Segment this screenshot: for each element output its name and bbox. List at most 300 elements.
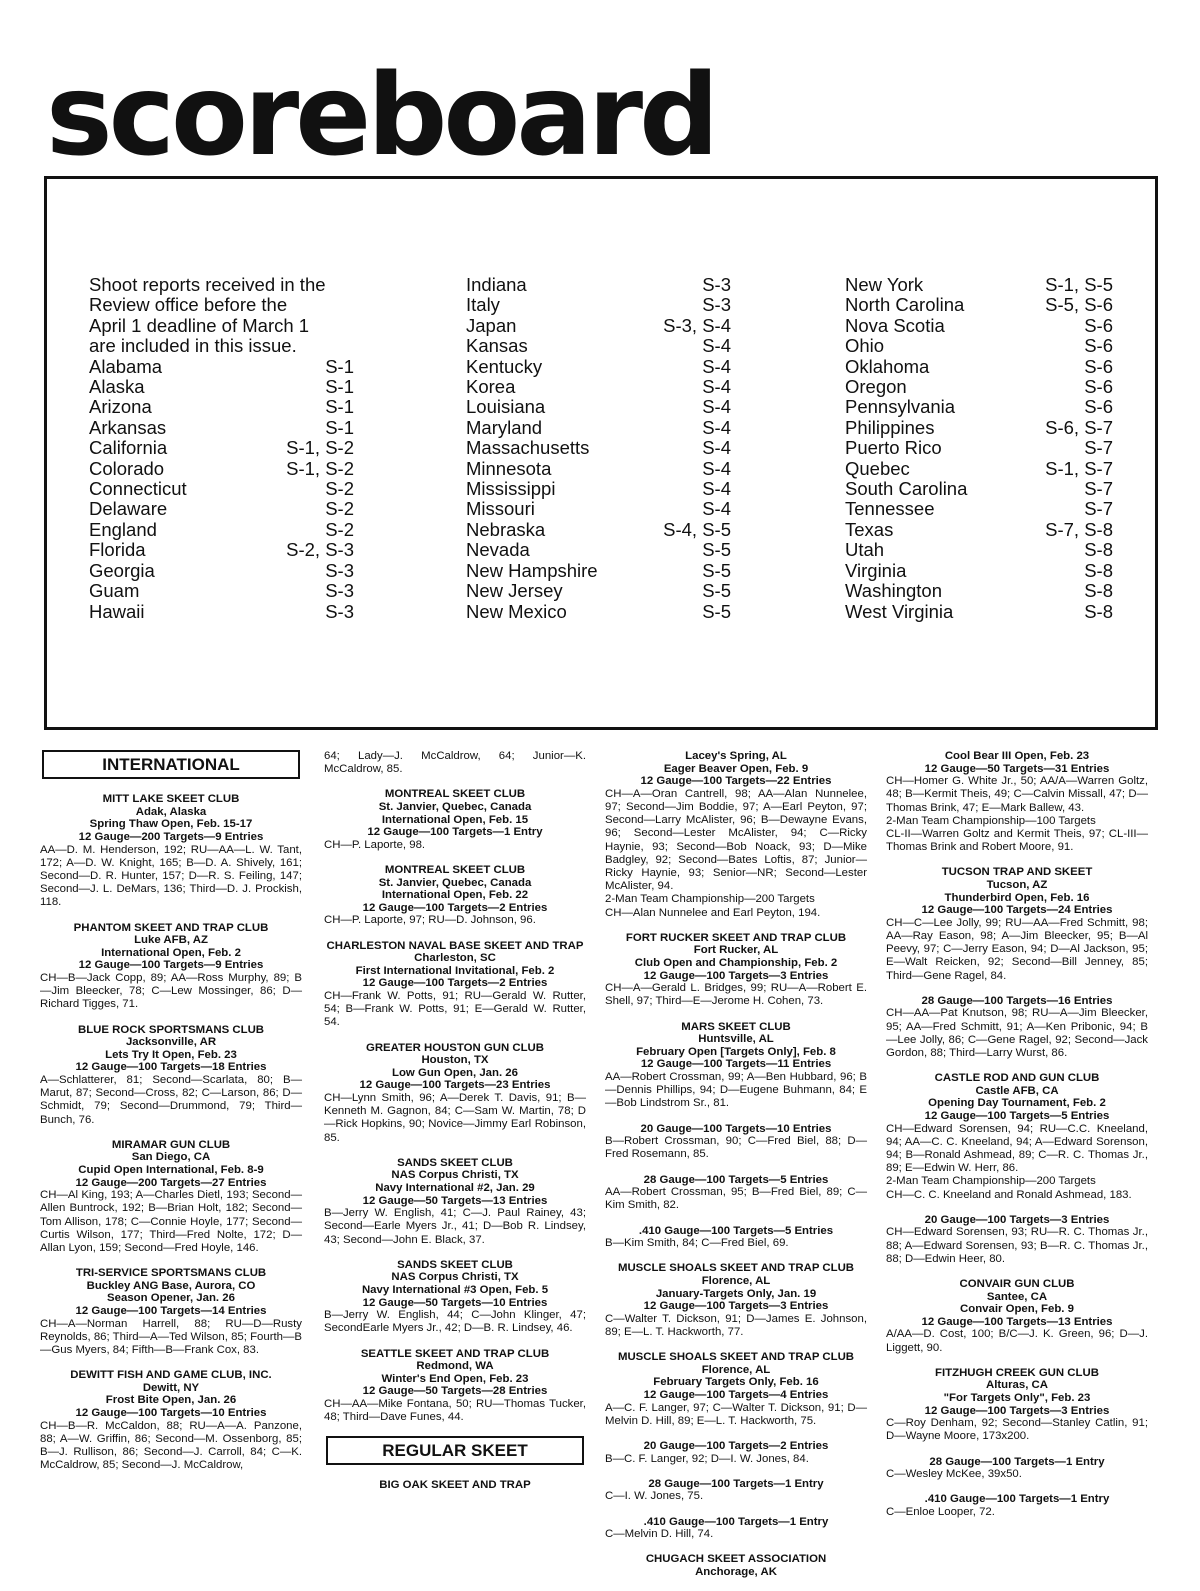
shoot-heading-line: MITT LAKE SKEET CLUB: [102, 793, 240, 806]
index-row: [89, 602, 354, 622]
shoot-report: [324, 750, 586, 776]
shoot-heading-line: .410 Gauge—100 Targets—1 Entry: [924, 1493, 1110, 1506]
index-state: California: [89, 437, 168, 459]
index-state: Alabama: [89, 355, 163, 377]
shoot-results: CH—Edward Sorensen, 93; RU—R. C. Thomas Jr., 88; A—Edward Sorensen, 93; B—R. C. Thomas Jr., 88; D—Edwin Heer, 80.: [886, 1226, 1148, 1265]
index-state: Pennsylvania: [845, 396, 956, 418]
shoot-heading-line: 12 Gauge—50 Targets—10 Entries: [362, 1296, 548, 1309]
index-state: Philippines: [845, 416, 935, 438]
shoot-results: 2-Man Team Championship—100 Targets: [886, 814, 1096, 827]
shoot-heading-line: .410 Gauge—100 Targets—1 Entry: [643, 1515, 829, 1528]
index-pages: S-3: [325, 600, 354, 622]
index-row: [845, 602, 1113, 622]
index-row: [845, 479, 1113, 499]
index-column-1: [89, 275, 354, 622]
index-pages: S-1, S-2: [286, 457, 354, 479]
shoot-heading-line: CHARLESTON NAVAL BASE SKEET AND TRAP: [326, 939, 584, 952]
shoot-heading-line: 12 Gauge—100 Targets—3 Entries: [643, 1300, 829, 1313]
shoot-results: B—Jerry W. English, 44; C—John Klinger, 47; SecondEarle Myers Jr., 42; D—B. R. Lindsey, 46.: [324, 1309, 586, 1335]
shoot-heading-line: Castle AFB, CA: [975, 1084, 1059, 1097]
index-state: Alaska: [89, 376, 145, 398]
shoot-report: [886, 1367, 1148, 1444]
shoot-heading-line: Frost Bite Open, Jan. 26: [105, 1394, 237, 1407]
shoot-heading-line: 20 Gauge—100 Targets—2 Entries: [643, 1439, 829, 1452]
shoot-heading-line: February Open [Targets Only], Feb. 8: [636, 1045, 836, 1058]
index-state: Korea: [466, 376, 516, 398]
index-pages: S-6: [1084, 396, 1113, 418]
shoot-heading-line: 12 Gauge—100 Targets—14 Entries: [75, 1304, 267, 1317]
index-pages: S-6: [1084, 376, 1113, 398]
shoot-results: C—I. W. Jones, 75.: [605, 1490, 704, 1503]
index-state: Italy: [466, 294, 500, 316]
index-state: Kentucky: [466, 355, 543, 377]
shoot-heading-line: January-Targets Only, Jan. 19: [655, 1287, 817, 1300]
index-state: Florida: [89, 539, 146, 561]
shoot-report: [605, 1174, 867, 1213]
index-state: Washington: [845, 580, 943, 602]
index-pages: S-4: [702, 416, 731, 438]
shoot-heading-line: San Diego, CA: [131, 1151, 211, 1164]
shoot-report: [605, 1225, 867, 1251]
shoot-heading-line: 12 Gauge—100 Targets—11 Entries: [640, 1058, 832, 1071]
index-pages: S-5: [702, 580, 731, 602]
index-row: [845, 581, 1113, 601]
index-pages: S-4, S-5: [663, 518, 731, 540]
index-state: Tennessee: [845, 498, 935, 520]
index-row: [845, 316, 1113, 336]
shoot-heading-line: TRI-SERVICE SPORTSMANS CLUB: [75, 1267, 267, 1280]
index-pages: S-1: [325, 376, 354, 398]
shoot-results: B—Robert Crossman, 90; C—Fred Biel, 88; D—Fred Rosemann, 85.: [605, 1135, 867, 1161]
shoot-heading-line: Alturas, CA: [985, 1379, 1049, 1392]
shoot-heading-line: MUSCLE SHOALS SKEET AND TRAP CLUB: [617, 1351, 855, 1364]
shoot-results: CH—B—R. McCaldon, 88; RU—A—A. Panzone, 88; A—W. Griffin, 86; Second—M. Ossenborg, 85; B—J. Rullison, 86; Second—J. Carroll, 84; C—K. McCaldrow, 85; Second—J. McCaldrow,: [40, 1419, 302, 1472]
index-pages: S-6: [1084, 314, 1113, 336]
shoot-report: [605, 1262, 867, 1339]
index-row: [845, 499, 1113, 519]
shoot-heading-line: MONTREAL SKEET CLUB: [384, 788, 526, 801]
shoot-heading-line: Eager Beaver Open, Feb. 9: [663, 762, 809, 775]
shoot-results: B—Kim Smith, 84; C—Fred Biel, 69.: [605, 1237, 789, 1250]
shoot-heading-line: Spring Thaw Open, Feb. 15-17: [89, 818, 253, 831]
index-state: Hawaii: [89, 600, 145, 622]
index-row: [89, 438, 354, 458]
shoot-results: CH—A—Oran Cantrell, 98; AA—Alan Nunnelee, 97; Second—Jim Boddie, 97; A—Earl Peyton, 97; Second—Larry McAlister, 96; B—Dewayne Evans, 96; Second—Lester McAlister, 94; C—Ricky Haynie, 93; Second—Bob Noack, 93; D—Mike Badgley, 92; Second—Bates Loftis, 87; Junior—Ricky Haynie, 93; Senior—NR; Second—Lester McAlister, 94.: [605, 787, 867, 893]
page-title: scoreboard: [46, 51, 716, 181]
shoot-heading-line: Redmond, WA: [416, 1360, 494, 1373]
shoot-report: [886, 750, 1148, 854]
index-state: Guam: [89, 580, 140, 602]
index-pages: S-2, S-3: [286, 539, 354, 561]
results-column-3: [605, 750, 867, 1591]
shoot-heading-line: 20 Gauge—100 Targets—3 Entries: [924, 1213, 1110, 1226]
shoot-heading-line: Lacey's Spring, AL: [685, 750, 787, 762]
shoot-heading-line: St. Janvier, Quebec, Canada: [378, 801, 532, 813]
shoot-heading-line: 12 Gauge—50 Targets—31 Entries: [924, 762, 1110, 775]
index-pages: S-6: [1084, 335, 1113, 357]
index-row: [89, 561, 354, 581]
shoot-report: [886, 1278, 1148, 1355]
shoot-heading-line: Florence, AL: [701, 1363, 771, 1376]
index-state: Colorado: [89, 457, 165, 479]
index-row: [845, 397, 1113, 417]
index-intro: Shoot reports received in the Review office before the April 1 deadline of March 1 are included in this issue.: [89, 274, 326, 357]
shoot-heading-line: February Targets Only, Feb. 16: [653, 1376, 819, 1389]
index-pages: S-8: [1084, 580, 1113, 602]
index-pages: S-3: [325, 580, 354, 602]
shoot-heading-line: Winter's End Open, Feb. 23: [381, 1372, 529, 1385]
shoot-results: C—Roy Denham, 92; Second—Stanley Catlin, 91; D—Wayne Moore, 173x200.: [886, 1417, 1148, 1443]
section-header: INTERNATIONAL: [42, 750, 300, 779]
shoot-heading-line: 12 Gauge—200 Targets—27 Entries: [75, 1176, 267, 1189]
index-row: [466, 418, 731, 438]
shoot-results: CH—B—Jack Copp, 89; AA—Ross Murphy, 89; B—Jim Bleecker, 78; C—Lew Mossinger, 86; D—Richard Tigges, 71.: [40, 971, 302, 1011]
index-row: [845, 295, 1113, 315]
index-pages: S-6: [1084, 355, 1113, 377]
index-row: [466, 520, 731, 540]
shoot-heading-line: Season Opener, Jan. 26: [107, 1292, 235, 1305]
shoot-report: [324, 1259, 586, 1336]
shoot-heading-line: Navy International #3 Open, Feb. 5: [361, 1283, 549, 1296]
shoot-report: [886, 1493, 1148, 1519]
index-row: [845, 520, 1113, 540]
shoot-report: [40, 1024, 302, 1127]
shoot-heading-line: Buckley ANG Base, Aurora, CO: [86, 1279, 256, 1292]
shoot-heading-line: International Open, Feb. 15: [381, 813, 529, 826]
shoot-heading-line: 12 Gauge—100 Targets—24 Entries: [921, 904, 1113, 917]
shoot-report: [605, 1516, 867, 1542]
index-pages: S-5: [702, 559, 731, 581]
shoot-heading-line: Cupid Open International, Feb. 8-9: [78, 1163, 264, 1176]
results-column-1: [40, 750, 302, 1484]
shoot-heading-line: 12 Gauge—100 Targets—18 Entries: [75, 1061, 267, 1074]
shoot-results: CH—Al King, 193; A—Charles Dietl, 193; Second—Allen Buntrock, 192; B—Brian Holt, 182; Second—Tom Allison, 178; C—Connie Hoyle, 177; Second—Curtis Wilson, 177; Third—Fred Nolte, 172; D—Allan Lyon, 159; Second—Fred Hoyle, 146.: [40, 1189, 302, 1254]
shoot-heading-line: 12 Gauge—100 Targets—4 Entries: [643, 1388, 829, 1401]
shoot-heading-line: Lets Try It Open, Feb. 23: [105, 1048, 237, 1061]
index-pages: S-8: [1084, 539, 1113, 561]
index-row: [466, 357, 731, 377]
shoot-report: [324, 1479, 586, 1492]
index-pages: S-4: [702, 478, 731, 500]
shoot-heading-line: GREATER HOUSTON GUN CLUB: [365, 1041, 545, 1054]
shoot-heading-line: BLUE ROCK SPORTSMANS CLUB: [77, 1023, 265, 1036]
index-state: South Carolina: [845, 478, 968, 500]
index-state: Ohio: [845, 335, 885, 357]
shoot-heading-line: 28 Gauge—100 Targets—1 Entry: [929, 1455, 1105, 1468]
index-pages: S-2: [325, 478, 354, 500]
index-state: Quebec: [845, 457, 910, 479]
shoot-heading-line: St. Janvier, Quebec, Canada: [378, 876, 532, 889]
index-pages: S-1: [325, 355, 354, 377]
shoot-heading-line: FORT RUCKER SKEET AND TRAP CLUB: [625, 931, 847, 944]
shoot-report: [886, 1214, 1148, 1266]
shoot-report: [40, 922, 302, 1012]
index-pages: S-4: [702, 335, 731, 357]
index-row: [466, 275, 731, 295]
index-pages: S-4: [702, 355, 731, 377]
shoot-heading-line: "For Targets Only", Feb. 23: [943, 1391, 1091, 1404]
shoot-results: 2-Man Team Championship—200 Targets: [886, 1175, 1096, 1188]
shoot-heading-line: 12 Gauge—100 Targets—5 Entries: [924, 1109, 1110, 1122]
index-state: New York: [845, 274, 924, 295]
index-pages: S-4: [702, 376, 731, 398]
index-pages: S-4: [702, 457, 731, 479]
shoot-heading-line: MARS SKEET CLUB: [681, 1020, 791, 1033]
shoot-results: CH—C. C. Kneeland and Ronald Ashmead, 183.: [886, 1188, 1132, 1201]
shoot-heading-line: 12 Gauge—100 Targets—2 Entries: [362, 977, 548, 990]
index-state: Oregon: [845, 376, 907, 398]
shoot-heading-line: FITZHUGH CREEK GUN CLUB: [935, 1366, 1099, 1379]
shoot-heading-line: 12 Gauge—100 Targets—10 Entries: [75, 1406, 267, 1419]
index-pages: S-8: [1084, 559, 1113, 581]
shoot-report: [605, 1123, 867, 1162]
shoot-heading-line: Fort Rucker, AL: [693, 944, 779, 957]
shoot-report: [324, 1157, 586, 1247]
index-row: [89, 418, 354, 438]
index-state: Nevada: [466, 539, 530, 561]
index-state: Delaware: [89, 498, 168, 520]
index-row: [466, 397, 731, 417]
shoot-report: [886, 866, 1148, 982]
index-row: [89, 357, 354, 377]
shoot-heading-line: Huntsville, AL: [698, 1033, 774, 1046]
shoot-report: [886, 1456, 1148, 1482]
index-row: [89, 499, 354, 519]
index-pages: S-4: [702, 498, 731, 520]
index-column-3: [845, 275, 1113, 622]
index-row: [845, 357, 1113, 377]
shoot-heading-line: TUCSON TRAP AND SKEET: [941, 866, 1093, 879]
index-pages: S-6, S-7: [1045, 416, 1113, 438]
shoot-heading-line: Charleston, SC: [414, 952, 496, 965]
index-pages: S-1, S-2: [286, 437, 354, 459]
index-row: [466, 602, 731, 622]
shoot-heading-line: 28 Gauge—100 Targets—16 Entries: [921, 994, 1113, 1007]
index-row: [89, 479, 354, 499]
shoot-heading-line: PHANTOM SKEET AND TRAP CLUB: [73, 921, 269, 934]
shoot-heading-line: 28 Gauge—100 Targets—5 Entries: [643, 1173, 829, 1186]
index-pages: S-1, S-5: [1045, 274, 1113, 295]
shoot-heading-line: CASTLE ROD AND GUN CLUB: [934, 1072, 1100, 1085]
shoot-heading-line: MIRAMAR GUN CLUB: [111, 1138, 231, 1151]
index-row: [845, 438, 1113, 458]
index-state: Virginia: [845, 559, 907, 581]
index-state: New Hampshire: [466, 559, 598, 581]
index-pages: S-1: [325, 416, 354, 438]
shoot-heading-line: International Open, Feb. 2: [101, 946, 241, 959]
shoot-heading-line: Santee, CA: [986, 1290, 1048, 1303]
index-row: [89, 377, 354, 397]
shoot-results: CH—C—Lee Jolly, 99; RU—AA—Fred Schmitt, 98; AA—Ray Eason, 98; A—Jim Bleecker, 95; B—Al Peevy, 97; C—Jerry Eason, 94; D—Al Jackson, 95; E—Walt Reicken, 92; Second—Bill Jenney, 85; Third—Gene Ragel, 84.: [886, 916, 1148, 982]
index-state: North Carolina: [845, 294, 965, 316]
shoot-heading-line: 12 Gauge—200 Targets—9 Entries: [78, 830, 264, 843]
shoot-results: C—Walter T. Dickson, 91; D—James E. Johnson, 89; E—L. T. Hackworth, 77.: [605, 1312, 867, 1338]
index-pages: S-3: [325, 559, 354, 581]
shoot-heading-line: Club Open and Championship, Feb. 2: [634, 957, 838, 969]
index-row: [845, 540, 1113, 560]
shoot-results: CH—A—Gerald L. Bridges, 99; RU—A—Robert E. Shell, 97; Third—E—Jerome H. Cohen, 73.: [605, 982, 867, 1008]
index-row: [845, 561, 1113, 581]
index-row: [466, 459, 731, 479]
shoot-heading-line: Convair Open, Feb. 9: [960, 1303, 1074, 1316]
index-state: Utah: [845, 539, 885, 561]
shoot-report: [40, 1267, 302, 1357]
index-row: [466, 295, 731, 315]
shoot-report: [324, 1348, 586, 1425]
shoot-heading-line: MUSCLE SHOALS SKEET AND TRAP CLUB: [617, 1262, 855, 1275]
shoot-heading-line: 12 Gauge—100 Targets—22 Entries: [640, 775, 832, 788]
shoot-heading-line: Tucson, AZ: [986, 879, 1048, 891]
shoot-results: CH—P. Laporte, 98.: [324, 838, 426, 851]
shoot-heading-line: DEWITT FISH AND GAME CLUB, INC.: [70, 1369, 272, 1382]
shoot-heading-line: NAS Corpus Christi, TX: [391, 1271, 519, 1284]
index-state: Nova Scotia: [845, 314, 945, 336]
shoot-heading-line: 12 Gauge—100 Targets—13 Entries: [921, 1315, 1113, 1328]
shoot-results: B—Jerry W. English, 41; C—J. Paul Rainey, 43; Second—Earle Myers Jr., 41; D—Bob R. Lindsey, 43; Second—John E. Black, 37.: [324, 1207, 586, 1246]
shoot-heading-line: 20 Gauge—100 Targets—10 Entries: [640, 1122, 832, 1135]
results-column-4: [886, 750, 1148, 1531]
shoot-heading-line: SANDS SKEET CLUB: [397, 1156, 513, 1169]
shoot-heading-line: Dewitt, NY: [142, 1381, 200, 1394]
index-pages: S-7, S-8: [1045, 518, 1113, 540]
index-state: New Mexico: [466, 600, 567, 622]
index-state: Louisiana: [466, 396, 546, 418]
index-pages: S-7: [1084, 437, 1113, 459]
index-state: Maryland: [466, 416, 543, 438]
shoot-report: [324, 788, 586, 852]
index-row: [466, 561, 731, 581]
shoot-heading-line: .410 Gauge—100 Targets—5 Entries: [638, 1224, 834, 1237]
shoot-results: CH—Homer G. White Jr., 50; AA/A—Warren Goltz, 48; B—Kermit Theis, 49; C—Calvin Missall, 47; D—Thomas Brink, 47; E—Mark Ballew, 43.: [886, 775, 1148, 814]
index-state: Kansas: [466, 335, 528, 357]
shoot-results: A/AA—D. Cost, 100; B/C—J. K. Green, 96; D—J. Liggett, 90.: [886, 1328, 1148, 1354]
index-pages: S-1, S-7: [1045, 457, 1113, 479]
index-state: Nebraska: [466, 518, 546, 540]
shoot-report: [605, 932, 867, 1009]
shoot-report: [605, 1021, 867, 1111]
shoot-heading-line: Florence, AL: [701, 1274, 771, 1287]
shoot-report: [605, 1478, 867, 1504]
index-row: [466, 316, 731, 336]
index-pages: S-8: [1084, 600, 1113, 622]
index-state: Puerto Rico: [845, 437, 942, 459]
shoot-heading-line: 12 Gauge—100 Targets—9 Entries: [78, 959, 264, 972]
shoot-heading-line: MONTREAL SKEET CLUB: [384, 863, 526, 876]
shoot-heading-line: 12 Gauge—100 Targets—2 Entries: [362, 901, 548, 914]
index-pages: S-5: [702, 539, 731, 561]
index-pages: S-4: [702, 437, 731, 459]
index-pages: S-7: [1084, 498, 1113, 520]
shoot-report: [40, 1369, 302, 1472]
shoot-heading-line: Jacksonville, AR: [125, 1036, 217, 1049]
shoot-results: CH—Alan Nunnelee and Earl Peyton, 194.: [605, 906, 821, 919]
index-state: Minnesota: [466, 457, 552, 479]
index-state: Connecticut: [89, 478, 187, 500]
index-state: England: [89, 518, 157, 540]
index-row: [845, 275, 1113, 295]
shoot-heading-line: Luke AFB, AZ: [134, 934, 208, 947]
shoot-heading-line: Navy International #2, Jan. 29: [375, 1181, 535, 1194]
index-pages: S-2: [325, 518, 354, 540]
index-state: Missouri: [466, 498, 535, 520]
shoot-heading-line: 12 Gauge—50 Targets—13 Entries: [362, 1194, 548, 1207]
shoot-results: C—Wesley McKee, 39x50.: [886, 1468, 1022, 1481]
shoot-heading-line: Thunderbird Open, Feb. 16: [944, 891, 1090, 904]
index-state: Oklahoma: [845, 355, 930, 377]
shoot-heading-line: 28 Gauge—100 Targets—1 Entry: [648, 1477, 824, 1490]
index-pages: S-2: [325, 498, 354, 520]
shoot-heading-line: NAS Corpus Christi, TX: [391, 1169, 519, 1182]
shoot-results: AA—Robert Crossman, 95; B—Fred Biel, 89; C—Kim Smith, 82.: [605, 1186, 867, 1212]
shoot-results: A—C. F. Langer, 97; C—Walter T. Dickson, 91; D—Melvin D. Hill, 89; E—L. T. Hackworth, 75.: [605, 1401, 867, 1427]
index-pages: S-1: [325, 396, 354, 418]
index-row: [466, 499, 731, 519]
index-state: Indiana: [466, 274, 527, 295]
index-row: [466, 377, 731, 397]
index-state: Massachusetts: [466, 437, 590, 459]
shoot-heading-line: 12 Gauge—100 Targets—3 Entries: [924, 1404, 1110, 1417]
shoot-heading-line: SEATTLE SKEET AND TRAP CLUB: [360, 1347, 550, 1360]
shoot-heading-line: 12 Gauge—50 Targets—28 Entries: [362, 1385, 548, 1398]
index-pages: S-3: [702, 294, 731, 316]
index-state: Japan: [466, 314, 517, 336]
shoot-results: CH—P. Laporte, 97; RU—D. Johnson, 96.: [324, 914, 536, 927]
index-pages: S-5, S-6: [1045, 294, 1113, 316]
index-state: Arkansas: [89, 416, 167, 438]
shoot-report: [324, 864, 586, 928]
shoot-heading-line: 12 Gauge—100 Targets—23 Entries: [359, 1079, 551, 1092]
shoot-report: [605, 1351, 867, 1428]
shoot-heading-line: BIG OAK SKEET AND TRAP: [379, 1479, 531, 1492]
shoot-heading-line: International Open, Feb. 22: [381, 889, 529, 902]
index-row: [845, 336, 1113, 356]
shoot-heading-line: SANDS SKEET CLUB: [397, 1258, 513, 1271]
shoot-report: [324, 940, 586, 1030]
shoot-results: CL-II—Warren Goltz and Kermit Theis, 97; CL-III—Thomas Brink and Robert Moore, 91.: [886, 828, 1148, 854]
shoot-results: C—Melvin D. Hill, 74.: [605, 1528, 714, 1541]
shoot-report: [605, 750, 867, 920]
shoot-report: [40, 793, 302, 909]
section-header: REGULAR SKEET: [326, 1436, 584, 1465]
index-state: Mississippi: [466, 478, 556, 500]
index-row: [466, 581, 731, 601]
index-pages: S-4: [702, 396, 731, 418]
index-row: [845, 418, 1113, 438]
shoot-results: CH—Edward Sorensen, 94; RU—C.C. Kneeland, 94; AA—C. C. Kneeland, 94; A—Edward Sorenson, 94; B—Ronald Ashmead, 89; C—R. C. Thomas Jr., 89; E—Edwin W. Herr, 86.: [886, 1122, 1148, 1175]
index-pages: S-5: [702, 600, 731, 622]
shoot-results: 2-Man Team Championship—200 Targets: [605, 893, 815, 906]
index-row: [89, 581, 354, 601]
index-pages: S-7: [1084, 478, 1113, 500]
index-pages: S-3, S-4: [663, 314, 731, 336]
shoot-results: CH—AA—Mike Fontana, 50; RU—Thomas Tucker, 48; Third—Dave Funes, 44.: [324, 1397, 586, 1424]
shoot-heading-line: Cool Bear III Open, Feb. 23: [944, 750, 1090, 762]
index-state: Texas: [845, 518, 894, 540]
index-pages: S-3: [702, 274, 731, 295]
shoot-heading-line: Opening Day Tournament, Feb. 2: [928, 1097, 1106, 1110]
index-row: [466, 540, 731, 560]
shoot-results: CH—A—Norman Harrell, 88; RU—D—Rusty Reynolds, 86; Third—A—Ted Wilson, 85; Fourth—B—Gus Myers, 84; Fifth—B—Frank Cox, 83.: [40, 1317, 302, 1356]
shoot-heading-line: 12 Gauge—100 Targets—3 Entries: [643, 969, 829, 982]
shoot-heading-line: Houston, TX: [421, 1054, 489, 1067]
index-row: [845, 377, 1113, 397]
shoot-heading-line: Adak, Alaska: [135, 805, 207, 818]
index-row: [466, 479, 731, 499]
shoot-heading-line: First International Invitational, Feb. 2: [355, 964, 555, 977]
index-row: [845, 459, 1113, 479]
shoot-heading-line: Anchorage, AK: [695, 1565, 777, 1578]
index-row: [89, 520, 354, 540]
